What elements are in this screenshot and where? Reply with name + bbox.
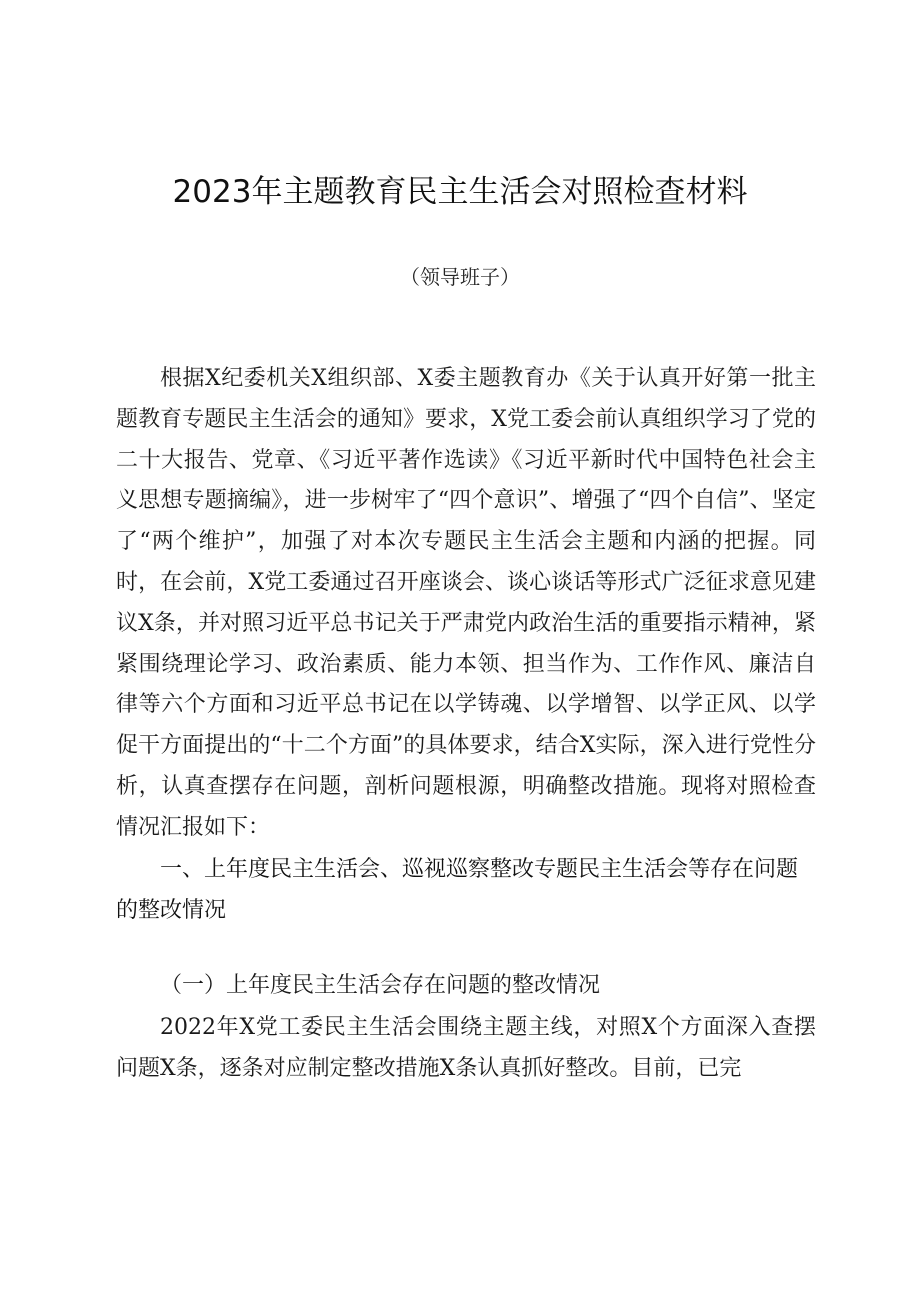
intro-paragraph: 根据X纪委机关X组织部、X委主题教育办《关于认真开好第一批主题教育专题民主生活会的通知》要求，X党工委会前认真组织学习了党的二十大报告、党章、《习近平著作选读》《习近平新时代中国特色社会主义思想专题摘编》，进一步树牢了“四个意识”、增强了“四个自信”、坚定了“两个维护”，加强了对本次专题民主生活会主题和内涵的把握。同时，在会前，X党工委通过召开座谈会、谈心谈话等形式广泛征求意见建议X条，并对照习近平总书记关于严肃党内政治生活的重要指示精神，紧紧围绕理论学习、政治素质、能力本领、担当作为、工作作风、廉洁自律等六个方面和习近平总书记在以学铸魂、以学增智、以学正风、以学促干方面提出的“十二个方面”的具体要求，结合X实际，深入进行党性分析，认真查摆存在问题，剖析问题根源，明确整改措施。现将对照检查情况汇报如下： xyxy=(116,366,816,840)
section-heading-1: 一、上年度民主生活会、巡视巡察整改专题民主生活会等存在问题的整改情况 xyxy=(116,857,799,923)
document-subtitle: （领导班子） xyxy=(400,265,520,289)
subsection-heading-1: （一）上年度民主生活会存在问题的整改情况 xyxy=(160,973,601,998)
body-paragraph-2: 2022年X党工委民主生活会围绕主题主线，对照X个方面深入查摆问题X条，逐条对应制定整改措施X条认真抓好整改。目前，已完 xyxy=(116,1015,816,1081)
document-title: 2023年主题教育民主生活会对照检查材料 xyxy=(172,174,748,210)
